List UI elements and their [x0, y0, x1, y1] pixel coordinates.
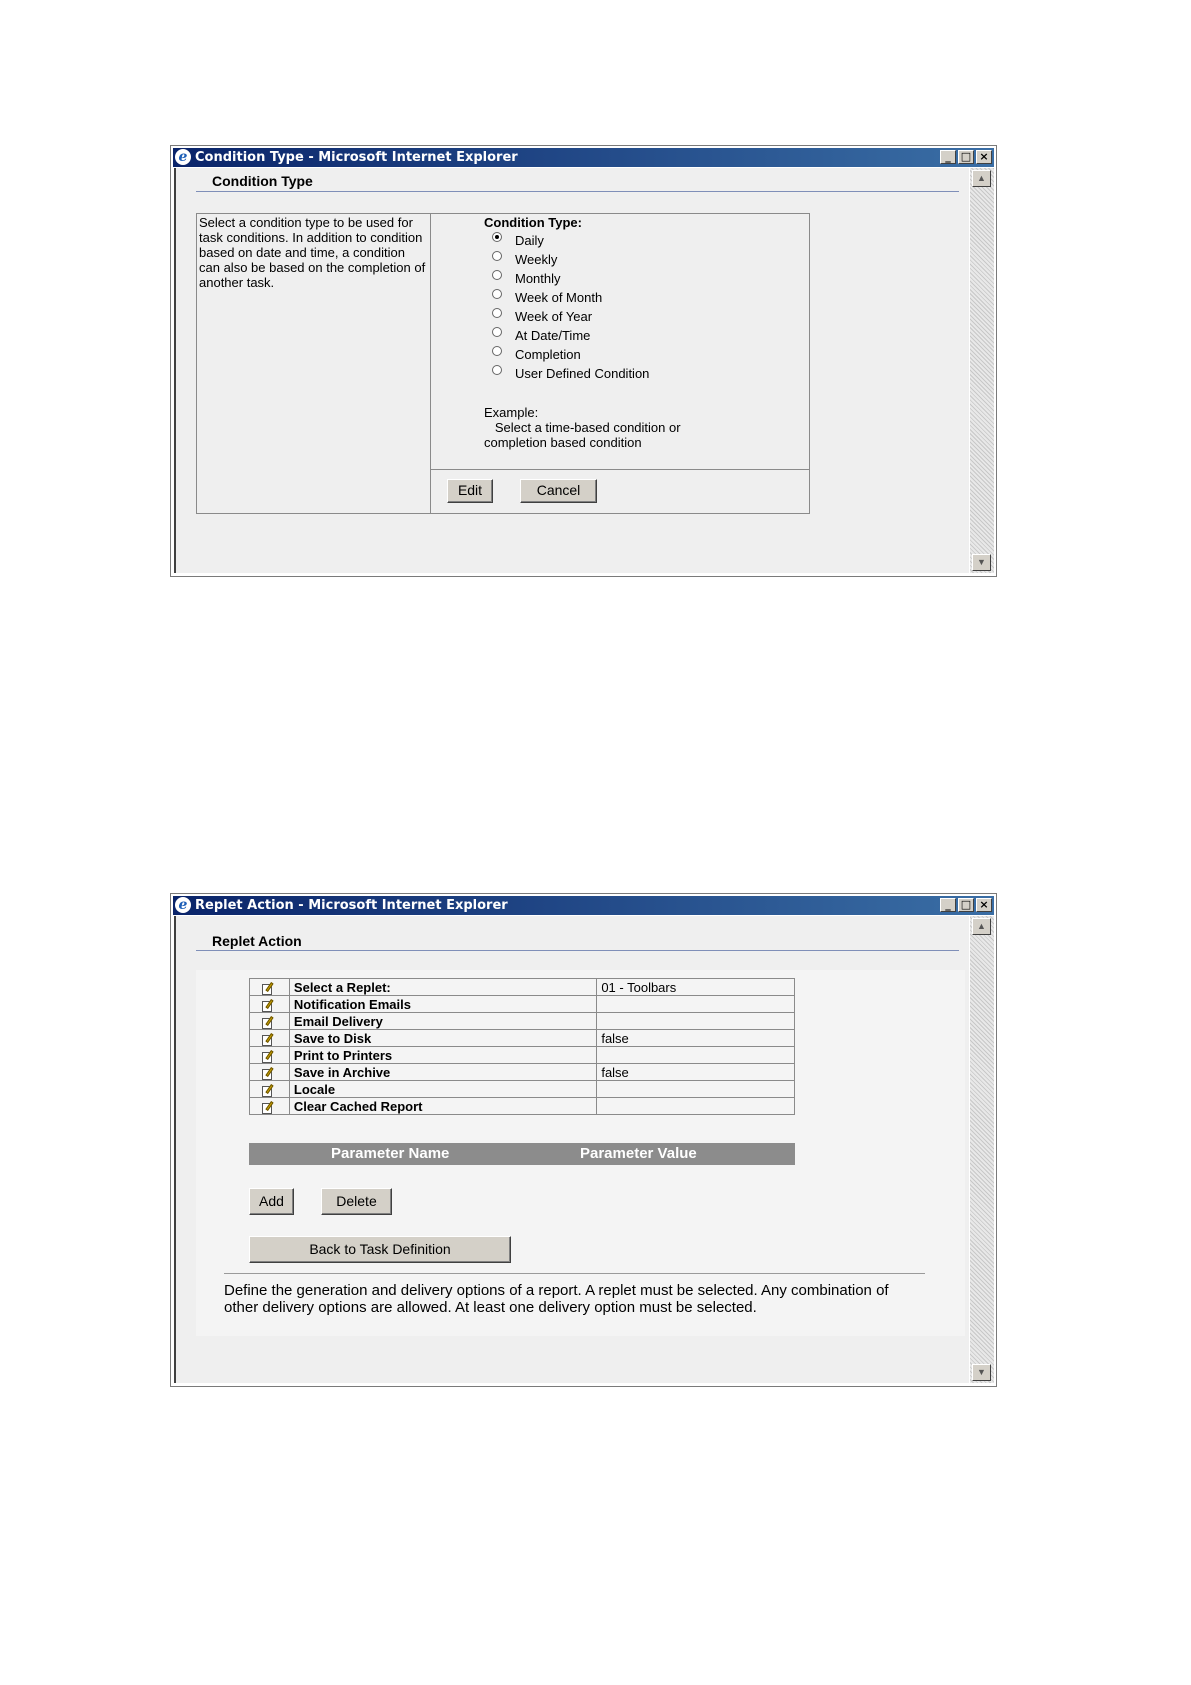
radio-button[interactable]: [492, 270, 502, 280]
minimize-button[interactable]: _: [940, 150, 956, 164]
edit-icon[interactable]: [262, 1050, 276, 1063]
condition-option-label: Week of Month: [515, 289, 603, 305]
radio-button[interactable]: [492, 251, 502, 261]
description-text: Select a condition type to be used for task conditions. In addition to condition based on date and time, a condition can also be based on the completion of another task.: [197, 214, 431, 513]
condition-option[interactable]: [492, 326, 590, 344]
condition-option-label: Completion: [515, 346, 581, 362]
vertical-scrollbar[interactable]: [970, 168, 994, 573]
internet-explorer-icon: e: [175, 897, 191, 913]
divider: [224, 1273, 925, 1274]
edit-button[interactable]: Edit: [447, 479, 493, 503]
edit-icon[interactable]: [262, 1016, 276, 1029]
edit-icon[interactable]: [262, 1033, 276, 1046]
option-value: [597, 996, 795, 1013]
option-name[interactable]: Clear Cached Report: [289, 1098, 596, 1115]
parameter-name-header: Parameter Name: [331, 1145, 450, 1162]
option-value: [597, 1013, 795, 1030]
table-row: [250, 1047, 795, 1064]
title-bar[interactable]: [173, 148, 994, 167]
scroll-up-icon[interactable]: ▲: [972, 170, 991, 187]
replet-options-panel: [196, 970, 965, 1336]
edit-icon[interactable]: [262, 1084, 276, 1097]
condition-option-label: Weekly: [515, 251, 558, 267]
option-name[interactable]: Save to Disk: [289, 1030, 596, 1047]
scroll-down-icon[interactable]: ▼: [972, 554, 991, 571]
option-name[interactable]: Save in Archive: [289, 1064, 596, 1081]
option-name[interactable]: Notification Emails: [289, 996, 596, 1013]
condition-option[interactable]: [492, 307, 592, 325]
table-row: [250, 996, 795, 1013]
close-button[interactable]: ×: [976, 150, 992, 164]
window-title: Condition Type - Microsoft Internet Explorer: [195, 150, 518, 165]
example-text: Example: Select a time-based condition or completion based condition: [484, 405, 681, 450]
minimize-button[interactable]: _: [940, 898, 956, 912]
radio-button[interactable]: [492, 289, 502, 299]
condition-option[interactable]: [492, 345, 581, 363]
option-value: false: [597, 1064, 795, 1081]
condition-type-window: [170, 145, 997, 577]
edit-icon[interactable]: [262, 999, 276, 1012]
vertical-scrollbar[interactable]: [970, 916, 994, 1383]
options-table: [249, 978, 795, 1115]
replet-action-window: [170, 893, 997, 1387]
condition-option-label: Monthly: [515, 270, 561, 286]
window-title: Replet Action - Microsoft Internet Explorer: [195, 898, 508, 913]
condition-options-panel: [431, 214, 809, 470]
option-value: 01 - Toolbars: [597, 979, 795, 996]
option-value: false: [597, 1030, 795, 1047]
table-row: [250, 1098, 795, 1115]
condition-option[interactable]: [492, 250, 557, 268]
divider: [196, 191, 959, 192]
condition-option-label: User Defined Condition: [515, 365, 650, 381]
option-value: [597, 1081, 795, 1098]
radio-button[interactable]: [492, 308, 502, 318]
radio-button[interactable]: [492, 232, 502, 242]
condition-option-label: Week of Year: [515, 308, 593, 324]
page-content: [174, 916, 969, 1383]
parameter-table-header: [249, 1143, 795, 1165]
option-value: [597, 1047, 795, 1064]
edit-icon[interactable]: [262, 982, 276, 995]
edit-icon[interactable]: [262, 1101, 276, 1114]
page-content: [174, 168, 969, 573]
radio-button[interactable]: [492, 327, 502, 337]
table-row: [250, 979, 795, 996]
close-button[interactable]: ×: [976, 898, 992, 912]
back-to-task-definition-button[interactable]: Back to Task Definition: [249, 1236, 511, 1263]
maximize-button[interactable]: □: [958, 150, 974, 164]
table-row: [250, 1030, 795, 1047]
add-button[interactable]: Add: [249, 1188, 294, 1215]
cancel-button[interactable]: Cancel: [520, 479, 597, 503]
condition-type-label: Condition Type:: [484, 215, 582, 230]
page-title: Condition Type: [212, 173, 313, 189]
radio-button[interactable]: [492, 346, 502, 356]
option-name[interactable]: Locale: [289, 1081, 596, 1098]
divider: [196, 950, 959, 951]
option-value: [597, 1098, 795, 1115]
condition-option[interactable]: [492, 288, 602, 306]
table-row: [250, 1081, 795, 1098]
internet-explorer-icon: e: [175, 149, 191, 165]
table-row: [250, 1064, 795, 1081]
scroll-up-icon[interactable]: ▲: [972, 918, 991, 935]
option-name[interactable]: Print to Printers: [289, 1047, 596, 1064]
table-row: [250, 1013, 795, 1030]
edit-icon[interactable]: [262, 1067, 276, 1080]
option-name[interactable]: Select a Replet:: [289, 979, 596, 996]
condition-option-label: At Date/Time: [515, 327, 591, 343]
radio-button[interactable]: [492, 365, 502, 375]
option-name[interactable]: Email Delivery: [289, 1013, 596, 1030]
parameter-value-header: Parameter Value: [580, 1145, 697, 1162]
help-text: Define the generation and delivery options of a report. A replet must be selected. Any combination of other delivery options are allowed. At least one delivery option must be selected.: [224, 1282, 889, 1316]
condition-option[interactable]: [492, 269, 561, 287]
condition-option[interactable]: [492, 364, 649, 382]
condition-option[interactable]: [492, 231, 544, 249]
condition-form: [196, 213, 810, 514]
scroll-down-icon[interactable]: ▼: [972, 1364, 991, 1381]
condition-option-label: Daily: [515, 232, 544, 248]
title-bar[interactable]: [173, 896, 994, 915]
page-title: Replet Action: [212, 933, 302, 949]
maximize-button[interactable]: □: [958, 898, 974, 912]
delete-button[interactable]: Delete: [321, 1188, 392, 1215]
